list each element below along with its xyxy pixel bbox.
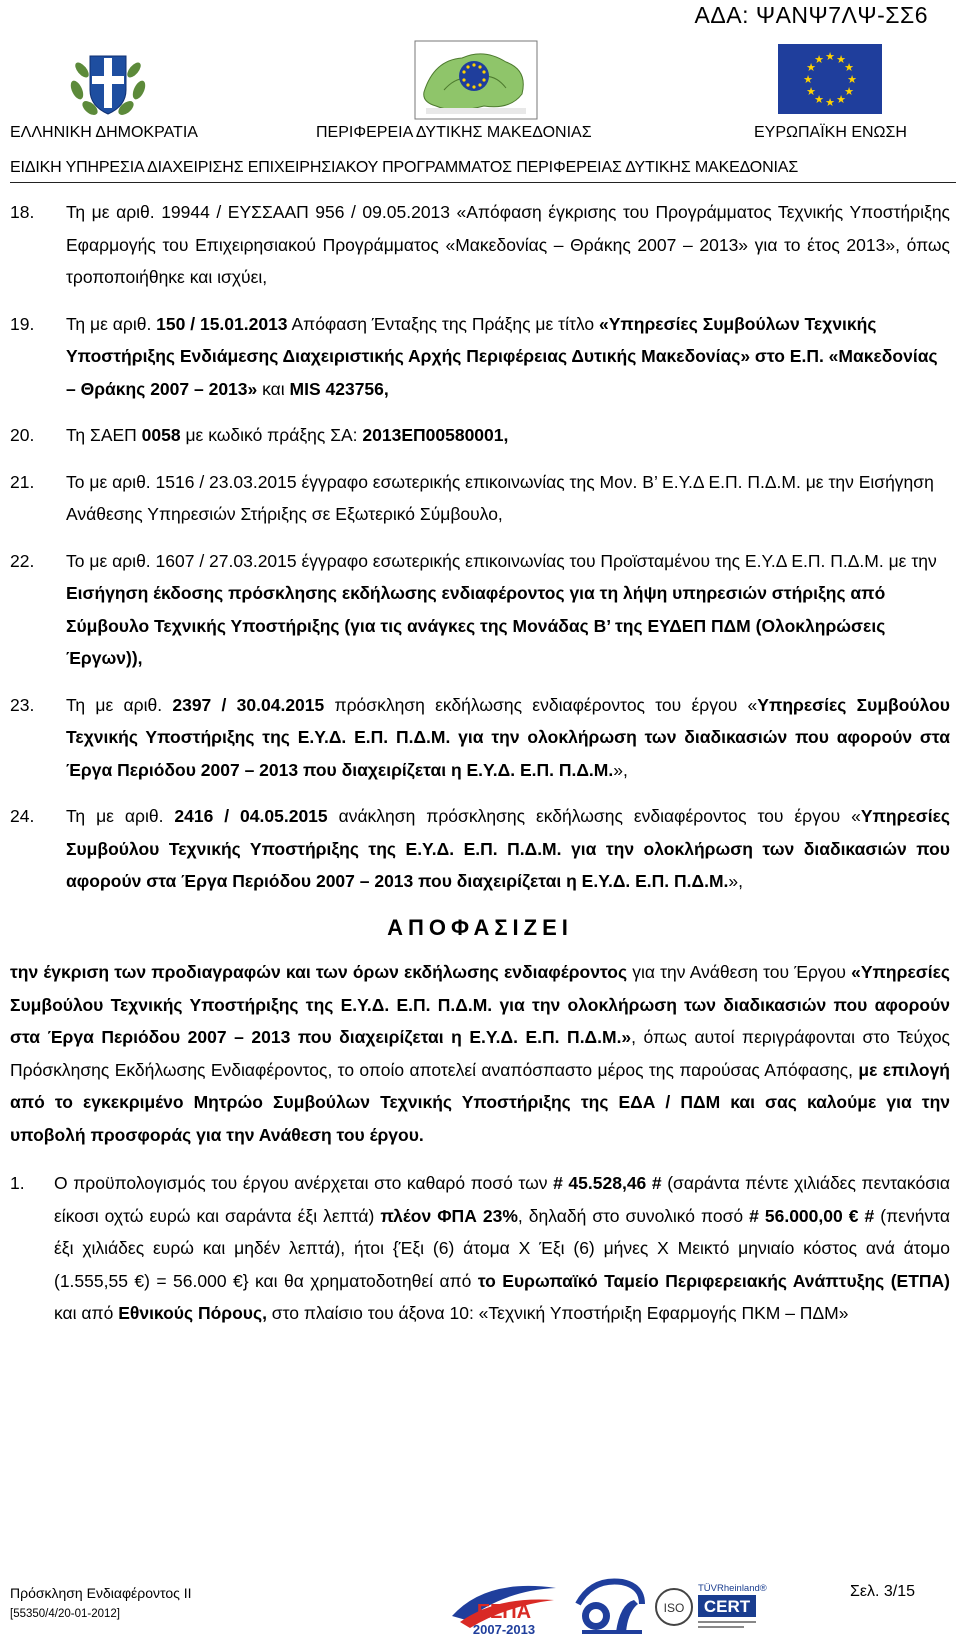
item-number: 22.: [10, 550, 35, 571]
item-text: Τη με αριθ. 2397 / 30.04.2015 πρόσκληση εκδήλωσης ενδιαφέροντος του έργου «Υπηρεσίες Συμβούλου Τεχνικής Υποστήριξης της Ε.Υ.Δ. Ε.Π. Π.Δ.Μ. για την ολοκλήρωση των διαδικασιών που αφορούν στα Έργα Περιόδου 2007 – 2013 που διαχειρίζεται η Ε.Υ.Δ. Ε.Π. Π.Δ.Μ.»,: [66, 694, 950, 780]
svg-text:★: ★: [814, 93, 824, 106]
item-number: 23.: [10, 694, 35, 715]
special-service-title: ΕΙΔΙΚΗ ΥΠΗΡΕΣΙΑ ΔΙΑΧΕΙΡΙΣΗΣ ΕΠΙΧΕΙΡΗΣΙΑΚΟΥ ΠΡΟΓΡΑΜΜΑΤΟΣ ΠΕΡΙΦΕΡΕΙΑΣ ΔΥΤΙΚΗΣ ΜΑΚΕΔΟΝΙΑΣ: [10, 159, 799, 176]
greek-emblem-logo: [68, 46, 148, 122]
list-item-18: [10, 196, 950, 294]
cert-text: CERT: [703, 1597, 751, 1616]
espa-text: ΕΣΠΑ: [476, 1601, 532, 1623]
ada-code: ΑΔΑ: ΨΑΝΨ7ΛΨ-ΣΣ6: [694, 2, 928, 28]
svg-text:ISO: ISO: [663, 1601, 685, 1615]
point-1: [10, 1167, 950, 1330]
svg-text:★: ★: [806, 85, 816, 98]
espa-years-text: 2007-2013: [472, 1622, 536, 1637]
svg-text:★: ★: [836, 93, 846, 106]
item-text: Τη με αριθ. 19944 / ΕΥΣΣΑΑΠ 956 / 09.05.2013 «Απόφαση έγκρισης του Προγράμματος Τεχνικής Υποστήριξης Εφαρμογής του Επιχειρησιακού Προγράμματος «Μακεδονίας – Θράκης 2007 – 2013» για το έτος 2013», όπως τροποποιήθηκε και ισχύει,: [66, 202, 950, 287]
region-label: ΠΕΡΙΦΕΡΕΙΑ ΔΥΤΙΚΗΣ ΜΑΚΕΔΟΝΙΑΣ: [316, 124, 592, 141]
tuv-brand-text: TÜVRheinland®: [698, 1583, 767, 1594]
greek-republic-label: ΕΛΛΗΝΙΚΗ ΔΗΜΟΚΡΑΤΙΑ: [10, 124, 198, 141]
managing-authority-logo: [572, 1574, 648, 1638]
list-item-20: [10, 419, 950, 452]
item-number: 18.: [10, 202, 35, 222]
list-item-19: [10, 308, 950, 406]
footer-title: Πρόσκληση Ενδιαφέροντος ΙΙ: [10, 1585, 192, 1601]
eu-flag-logo: [778, 44, 882, 114]
item-number: 20.: [10, 425, 35, 445]
item-text: Το με αριθ. 1607 / 27.03.2015 έγγραφο εσωτερικής επικοινωνίας του Προϊσταμένου της Ε.Υ.Δ Ε.Π. Π.Δ.Μ. με την Εισήγηση έκδοσης πρόσκλησης εκδήλωσης ενδιαφέροντος για τη λήψη υπηρεσιών στήριξης από Σύμβουλο Τεχνικής Υποστήριξης (για τις ανάγκες της Μονάδας Β’ της ΕΥΔΕΠ ΠΔΜ (Ολοκληρώσεις Έργων)),: [66, 550, 937, 668]
item-text: Το με αριθ. 1516 / 23.03.2015 έγγραφο εσωτερικής επικοινωνίας της Μον. Β’ Ε.Υ.Δ Ε.Π. Π.Δ.Μ. με την Εισήγηση Ανάθεσης Υπηρεσιών Στήριξης σε Εξωτερικό Σύμβουλο,: [66, 471, 934, 524]
list-item-22: [10, 545, 950, 675]
eu-label: ΕΥΡΩΠΑΪΚΗ ΕΝΩΣΗ: [754, 124, 907, 141]
document-body: [10, 196, 950, 1344]
item-text: Τη με αριθ. 2416 / 04.05.2015 ανάκληση πρόσκλησης εκδήλωσης ενδιαφέροντος του έργου «Υπηρεσίες Συμβούλου Τεχνικής Υποστήριξης της Ε.Υ.Δ. Ε.Π. Π.Δ.Μ. για την ολοκλήρωση των διαδικασιών που αφορούν στα Έργα Περιόδου 2007 – 2013 που διαχειρίζεται η Ε.Υ.Δ. Ε.Π. Π.Δ.Μ.»,: [66, 806, 950, 891]
point-number: 1.: [10, 1173, 25, 1193]
svg-text:★: ★: [825, 96, 835, 109]
svg-text:★: ★: [844, 61, 854, 74]
svg-text:★: ★: [847, 73, 857, 86]
footer-code: [55350/4/20-01-2012]: [10, 1608, 120, 1620]
svg-text:★: ★: [825, 50, 835, 63]
svg-text:★: ★: [806, 61, 816, 74]
region-western-macedonia-logo: [414, 40, 538, 120]
decision-heading: ΑΠΟΦΑΣΙΖΕΙ: [387, 914, 573, 940]
tuv-cert-logo: [654, 1577, 774, 1637]
item-number: 24.: [10, 806, 35, 826]
decision-paragraph: την έγκριση των προδιαγραφών και των όρων εκδήλωσης ενδιαφέροντος για την Ανάθεση του Έργου «Υπηρεσίες Συμβούλου Τεχνικής Υποστήριξης της Ε.Υ.Δ. Ε.Π. Π.Δ.Μ. για την ολοκλήρωση των διαδικασιών που αφορούν στα Έργα Περιόδου 2007 – 2013 που διαχειρίζεται η Ε.Υ.Δ. Ε.Π. Π.Δ.Μ.», όπως αυτοί περιγράφονται στο Τεύχος Πρόσκλησης Εκδήλωσης Ενδιαφέροντος, το οποίο αποτελεί αναπόσπαστο μέρος της παρούσας Απόφασης, με επιλογή από το εγκεκριμένο Μητρώο Συμβούλων Τεχνικής Υποστήριξης της ΕΔΑ / ΠΔΜ και σας καλούμε για την υποβολή προσφοράς για την Ανάθεση του έργου.: [10, 962, 950, 1145]
list-item-24: [10, 800, 950, 898]
point-text: Ο προϋπολογισμός του έργου ανέρχεται στο καθαρό ποσό των # 45.528,46 # (σαράντα πέντε χιλιάδες πεντακόσια είκοσι οχτώ ευρώ και σαράντα έξι λεπτά) πλέον ΦΠΑ 23%, δηλαδή στο συνολικό ποσό # 56.000,00 € # (πενήντα έξι χιλιάδες ευρώ και μηδέν λεπτά), ήτοι {Έξι (6) άτομα Χ Έξι (6) μήνες Χ Μεικτό μηνιαίο κόστος ανά άτομο (1.555,55 €) = 56.000 €} και θα χρηματοδοτηθεί από το Ευρωπαϊκό Ταμείο Περιφερειακής Ανάπτυξης (ΕΤΠΑ) και από Εθνικούς Πόρους, στο πλαίσιο του άξονα 10: «Τεχνική Υποστήριξη Εφαρμογής ΠΚΜ – ΠΔΜ»: [54, 1173, 951, 1323]
svg-text:★: ★: [814, 53, 824, 66]
espa-logo: [446, 1576, 562, 1638]
item-number: 21.: [10, 471, 35, 492]
svg-text:★: ★: [844, 85, 854, 98]
item-number: 19.: [10, 313, 35, 334]
list-item-23: [10, 689, 950, 787]
item-text: Τη με αριθ. 150 / 15.01.2013 Απόφαση Ένταξης της Πράξης με τίτλο «Υπηρεσίες Συμβούλων Τεχνικής Υποστήριξης Ενδιάμεσης Διαχειριστικής Αρχής Περιφέρειας Δυτικής Μακεδονίας» στο Ε.Π. «Μακεδονίας – Θράκης 2007 – 2013» και MIS 423756,: [66, 313, 938, 399]
page-number: Σελ. 3/15: [849, 1583, 915, 1600]
header-divider: [10, 182, 956, 183]
svg-text:★: ★: [836, 53, 846, 66]
list-item-21: [10, 466, 950, 531]
item-text: Τη ΣΑΕΠ 0058 με κωδικό πράξης ΣΑ: 2013ΕΠ00580001,: [66, 425, 509, 445]
svg-text:★: ★: [803, 73, 813, 86]
